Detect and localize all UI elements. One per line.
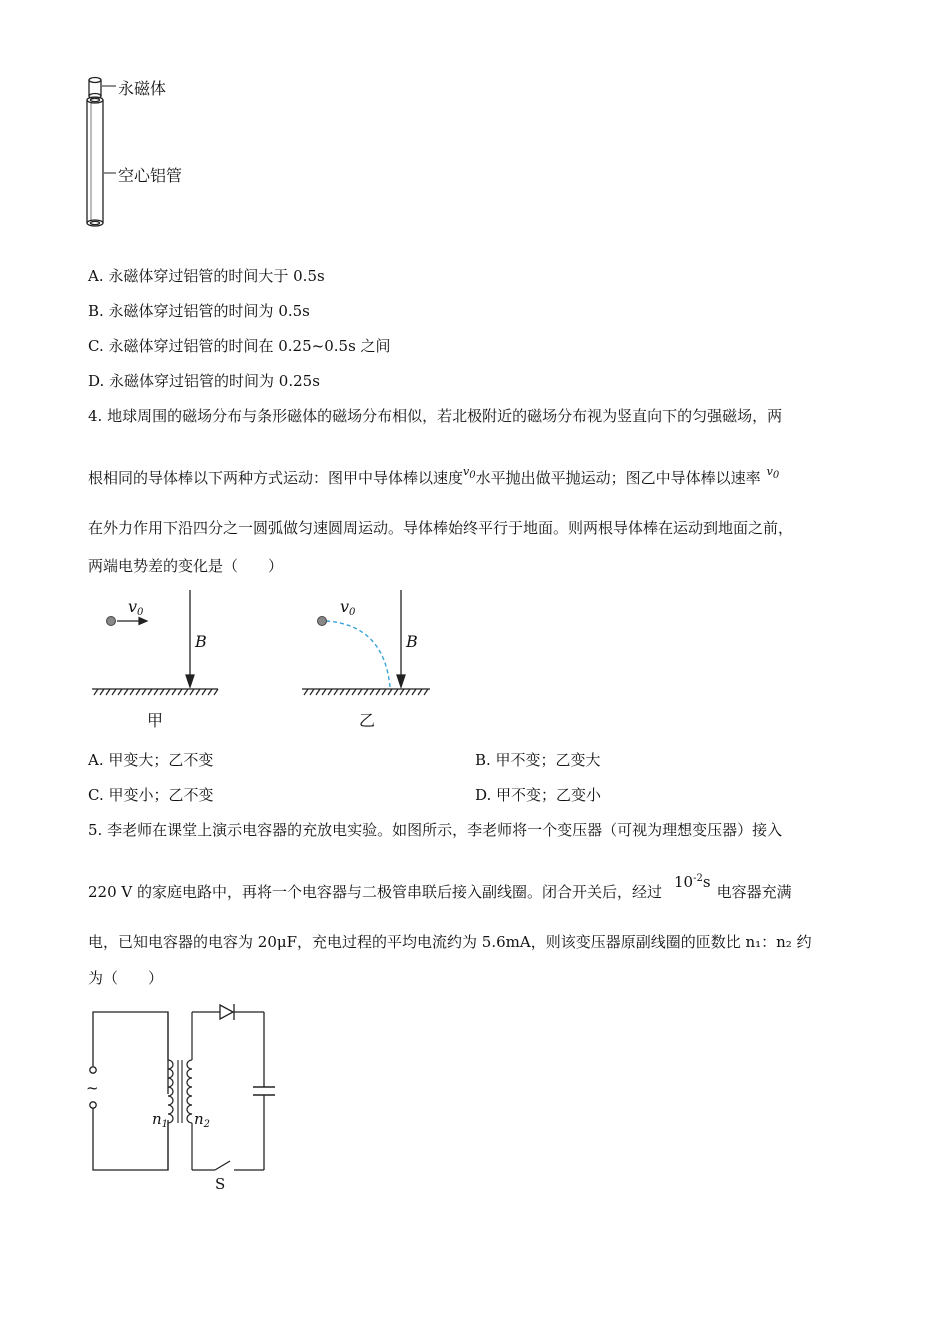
magnet-drawing bbox=[89, 78, 101, 99]
q5-stem-line2-part-b: 电容器充满 bbox=[716, 883, 792, 901]
primary-coil bbox=[168, 1012, 173, 1170]
secondary-coil bbox=[187, 1012, 192, 1170]
q3-option-a: A. 永磁体穿过铝管的时间大于 0.5s bbox=[88, 267, 325, 285]
transformer-circuit-diagram bbox=[88, 998, 278, 1178]
q5-stem-line4: 为（ ） bbox=[88, 969, 164, 987]
b-field-arrow-jia bbox=[186, 590, 194, 687]
primary-circuit bbox=[90, 1012, 168, 1170]
v0-label-jia: v0 bbox=[128, 597, 144, 618]
conductor-rod-dot-yi bbox=[318, 617, 327, 626]
velocity-arrow-jia bbox=[117, 618, 147, 625]
q5-stem-line2 bbox=[88, 873, 792, 905]
b-field-arrow-yi bbox=[397, 590, 405, 687]
n2-label: $n_2$ bbox=[194, 1110, 211, 1130]
q4-stem-line2-part-a: 根相同的导体棒以下两种方式运动：图甲中导体棒以速度 bbox=[88, 469, 464, 487]
switch-label: S bbox=[215, 1175, 226, 1193]
q5-stem-line3: 电，已知电容器的电容为 20μF，充电过程的平均电流约为 5.6mA，则该变压器原副线圈的匝数比 n₁：n₂ 约 bbox=[88, 933, 812, 951]
q3-option-c: C. 永磁体穿过铝管的时间在 0.25~0.5s 之间 bbox=[88, 337, 391, 355]
caption-yi: 乙 bbox=[359, 711, 376, 730]
q5-stem-line1: 5. 李老师在课堂上演示电容器的充放电实验。如图所示，李老师将一个变压器（可视为理想变压器）接入 bbox=[88, 821, 783, 839]
q4-v0-symbol-2: v0 bbox=[766, 465, 780, 481]
q5-stem-line2-part-a: 220 V 的家庭电路中，再将一个电容器与二极管串联后接入副线圈。闭合开关后，经过 bbox=[88, 883, 663, 901]
q4-stem-line4: 两端电势差的变化是（ ） bbox=[88, 557, 284, 575]
circular-arc-path-yi bbox=[326, 621, 390, 687]
q4-option-c: C. 甲变小；乙不变 bbox=[88, 786, 214, 804]
q4-stem-line2 bbox=[88, 465, 780, 491]
capacitor-symbol bbox=[253, 1087, 275, 1095]
caption-jia: 甲 bbox=[147, 711, 164, 730]
q5-time-value: $10^{-2}s$ bbox=[674, 873, 711, 891]
diode-symbol bbox=[220, 1004, 234, 1020]
ac-source-symbol: ~ bbox=[86, 1079, 99, 1097]
q4-option-b: B. 甲不变；乙变大 bbox=[475, 751, 601, 769]
magnet-label: 永磁体 bbox=[118, 79, 167, 98]
q4-stem-line3: 在外力作用下沿四分之一圆弧做匀速圆周运动。导体棒始终平行于地面。则两根导体棒在运动到地面之前， bbox=[88, 519, 794, 537]
q3-option-d: D. 永磁体穿过铝管的时间为 0.25s bbox=[88, 372, 320, 390]
aluminum-tube-drawing bbox=[87, 97, 103, 226]
b-label-jia: B bbox=[195, 632, 207, 651]
conductor-rod-dot-jia bbox=[107, 617, 116, 626]
ground-hatch-jia bbox=[92, 689, 218, 695]
q4-option-d: D. 甲不变；乙变小 bbox=[475, 786, 602, 804]
ground-hatch-yi bbox=[302, 689, 430, 695]
transformer-core bbox=[178, 1060, 182, 1123]
tube-label: 空心铝管 bbox=[118, 166, 183, 185]
q4-stem-line1: 4. 地球周围的磁场分布与条形磁体的磁场分布相似，若北极附近的磁场分布视为竖直向下的匀强磁场，两 bbox=[88, 407, 783, 425]
secondary-circuit bbox=[192, 1012, 264, 1170]
n1-label: $n_1$ bbox=[152, 1110, 169, 1130]
b-label-yi: B bbox=[406, 632, 418, 651]
q4-stem-line2-part-b: 水平抛出做平抛运动；图乙中导体棒以速率 bbox=[475, 469, 761, 487]
switch-symbol bbox=[215, 1161, 230, 1170]
v0-label-yi: v0 bbox=[340, 597, 356, 618]
q4-v0-symbol-1: v0 bbox=[463, 465, 476, 481]
q3-option-b: B. 永磁体穿过铝管的时间为 0.5s bbox=[88, 302, 310, 320]
q4-option-a: A. 甲变大；乙不变 bbox=[88, 751, 214, 769]
